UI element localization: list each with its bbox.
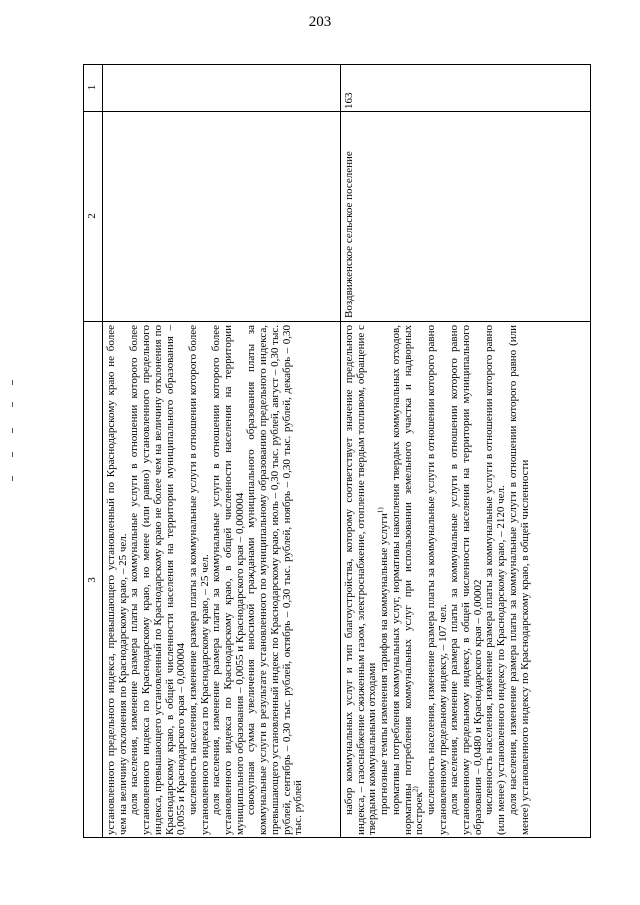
table-border-top: [83, 64, 591, 65]
paragraph: доля населения, изменение размера платы за коммунальные услуги в отношении которого равно установленному предельному индексу, в общей численности населения на территории муниципального образования – 0,0480 и Краснодарского края – 0,00002: [448, 325, 484, 835]
col-separator-1: [83, 111, 591, 112]
row-163-name: Воздвиженское сельское поселение: [343, 151, 355, 318]
header-col-2: 2: [86, 213, 98, 219]
row-163-col3: [344, 325, 531, 835]
data-table: [83, 64, 591, 838]
row-163-number: 163: [343, 92, 355, 109]
header-separator: [102, 64, 103, 838]
paragraph: численность населения, изменение размера платы за коммунальные услуги в отношении которого более установленного индекса по Краснодарскому краю, – 25 чел.: [186, 325, 211, 835]
footnote-ref: 2): [411, 786, 420, 793]
header-col-1: 1: [86, 84, 98, 91]
table-border-bottom: [83, 837, 591, 838]
paragraph: совокупная сумма увеличения вносимой гражданами муниципального образования платы за коммунальные услуги в результате установленного по муниципальному образованию предельного индекса, превышающего установленный индекс по Краснодарскому краю, июль – 0,30 тыс. рублей, август – 0,30 тыс. рублей, сентябрь – 0,30 тыс. рублей, октябрь – 0,30 тыс. рублей, ноябрь – 0,30 тыс. рублей, декабрь – 0,30 тыс. рублей: [245, 325, 305, 835]
table-border-right: [590, 64, 591, 838]
footnote-ref: 1): [376, 507, 385, 514]
paragraph: численность населения, изменение размера платы за коммунальные услуги в отношении которого равно (или менее) установленного индексу по Краснодарскому краю, – 2120 чел.: [483, 325, 508, 835]
table-border-left: [83, 64, 84, 838]
paragraph: численность населения, изменение размера платы за коммунальные услуги в отношении которого равно установленному предельному индексу, – 107 чел.: [424, 325, 449, 835]
paragraph: доля населения, изменение размера платы за коммунальные услуги в отношении которого более установленного индекса по Краснодарскому краю, но менее (или равно) установленного предельного индекса, превышающего установленный по Краснодарскому краю не более чем на величину отклонения по Краснодарскому краю, в общей численности населения на территории муниципального образования – 0,0055 и Краснодарского края – 0,000004: [128, 325, 188, 835]
col-separator-2: [83, 321, 591, 322]
paragraph: установленного предельного индекса, превышающего установленный по Краснодарскому краю не более чем на величину отклонения по Краснодарскому краю, – 25 чел.: [105, 325, 129, 835]
paragraph: прогнозные темпы изменения тарифов на коммунальные услуги$^{1)}$: [376, 507, 391, 815]
paragraph: доля населения, изменение размера платы за коммунальные услуги в отношении которого равно (или менее) установленного индексу по Краснодарскому краю, в общей численности: [506, 325, 531, 835]
paragraph: нормативы потребления коммунальных услуг, нормативы накопления твердых коммунальных отходов, нормативы потребления коммунальных услуг при использовании земельного участка и надворных построек$^{2)}$: [389, 325, 426, 835]
page-number: 203: [308, 14, 332, 30]
row-separator: [340, 64, 341, 838]
paragraph: набор коммунальных услуг и тип благоустройства, которому соответствует значение предельного индекса, – газоснабжение сжиженным газом, электроснабжение, отопление твердым топливом, обращение с твердыми коммунальными отходами: [343, 325, 379, 835]
header-col-3: 3: [86, 577, 98, 583]
margin-marks: [10, 380, 18, 490]
paragraph: доля населения, изменение размера платы за коммунальные услуги в отношении которого более установленного индекса по Краснодарскому краю, в общей численности населения на территории муниципального образования – 0,0055 и Краснодарского края – 0,000004: [210, 325, 246, 835]
row-top-col3: [106, 325, 305, 835]
